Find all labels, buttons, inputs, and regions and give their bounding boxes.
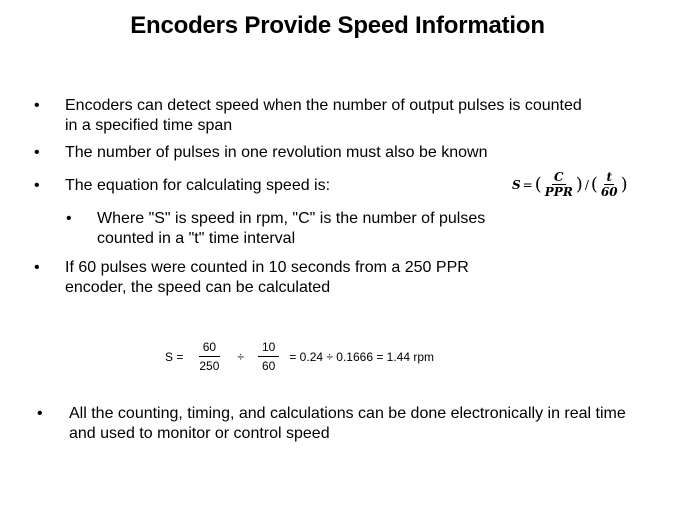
fraction-numerator: 60: [199, 340, 220, 357]
bullet-text: If 60 pulses were counted in 10 seconds from a 250 PPR encoder, the speed can be calculated: [65, 259, 469, 296]
bullet-item: [34, 143, 594, 163]
fraction-numerator: t: [606, 170, 613, 184]
bullet-text: The equation for calculating speed is:: [65, 177, 331, 194]
fraction-numerator: 10: [258, 340, 279, 357]
equation-lhs: S: [512, 177, 521, 192]
close-paren: ): [575, 174, 583, 195]
bullet-item: [34, 258, 504, 298]
bullet-icon: •: [34, 259, 40, 276]
open-paren: (: [590, 174, 598, 195]
fraction-denominator: 60: [261, 359, 276, 373]
bullet-text: Encoders can detect speed when the number of output pulses is counted in a specified time span: [65, 97, 582, 134]
bullet-item: [34, 176, 454, 196]
bullet-item: [34, 96, 594, 136]
fraction-denominator: 60: [600, 185, 618, 199]
fraction-numerator: C: [554, 170, 564, 184]
open-paren: (: [534, 174, 542, 195]
fraction-denominator: 250: [199, 359, 220, 373]
bullet-icon: •: [34, 97, 40, 114]
bullet-icon: •: [66, 210, 72, 227]
bullet-text: All the counting, timing, and calculations can be done electronically in real time and used to monitor or control speed: [69, 405, 626, 442]
speed-equation: [512, 170, 628, 199]
fraction-denominator: PPR: [544, 185, 573, 199]
close-paren: ): [620, 174, 628, 195]
slide-title: Encoders Provide Speed Information: [130, 12, 545, 39]
bullet-text: The number of pulses in one revolution must also be known: [65, 144, 488, 161]
sub-bullet-item: [66, 209, 506, 249]
divide-sign: /: [584, 177, 589, 192]
example-result: = 0.24 ÷ 0.1666 = 1.44 rpm: [289, 349, 435, 364]
bullet-icon: •: [34, 144, 40, 161]
fraction-t-over-60: [598, 170, 621, 199]
fraction-60-over-250: [195, 340, 223, 373]
bullet-icon: •: [34, 177, 40, 194]
divide-sign: ÷: [237, 349, 244, 364]
equals-sign: =: [522, 177, 533, 192]
fraction-10-over-60: [258, 340, 279, 373]
bullet-item: [37, 404, 647, 444]
bullet-icon: •: [37, 405, 43, 422]
fraction-c-over-ppr: [542, 170, 576, 199]
bullet-text: Where "S" is speed in rpm, "C" is the number of pulses counted in a "t" time interval: [97, 210, 486, 247]
worked-example: [165, 340, 434, 373]
example-label: S =: [165, 349, 184, 364]
